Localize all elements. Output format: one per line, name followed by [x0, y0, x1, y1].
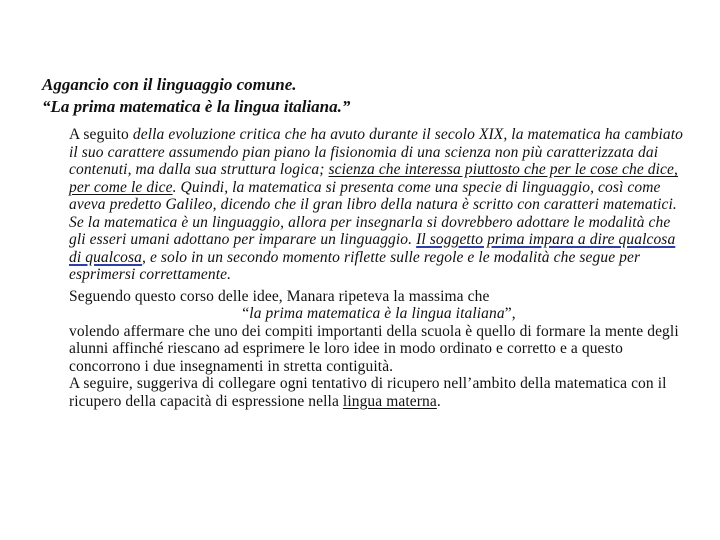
paragraph-text: A seguire, suggeriva di collegare ogni tentativo di ricupero nell’ambito della matematica con il ricupero della capacità di espressione nella — [69, 375, 667, 410]
title-line-1: Aggancio con il linguaggio comune. — [42, 75, 297, 94]
paragraph-rest: . Quindi, la matematica si presenta come una specie di linguaggio, così come aveva predetto Galileo, dicendo che il gran libro della natura è scritto con caratteri matematici. — [69, 178, 677, 213]
quote-close: ”, — [504, 305, 516, 322]
paragraph-language — [69, 214, 689, 284]
paragraph-rest: , e solo in un secondo momento riflette sulle regole e le modalità che segue per esprimersi correttamente. — [69, 248, 641, 283]
paragraph-text: volendo affermare che uno dei compiti importanti della scuola è quello di formare la mente degli alunni affinché riescano ad esprimere le loro idee in modo ordinato e corretto e a questo concorrono i due insegnamenti in stretta contiguità. — [69, 322, 679, 375]
quote-open: “ — [242, 305, 250, 322]
slide-title — [42, 74, 682, 118]
underlined-phrase: scienza che interessa piuttosto che per le cose che dice, per come le dice — [69, 161, 678, 196]
paragraph-lead: A seguito — [69, 126, 133, 143]
paragraph-continuation — [69, 323, 689, 376]
slide-body — [69, 126, 689, 410]
paragraph-text: della evoluzione critica che ha avuto durante il secolo XIX, la matematica ha cambiato il suo carattere assumendo pian piano la fisionomia di una scienza non più caratterizzata dai contenuti, ma dalla sua struttura logica; — [69, 126, 683, 178]
paragraph-recovery — [69, 375, 689, 410]
quote-line — [69, 305, 689, 323]
paragraph-rest: . — [436, 392, 441, 410]
paragraph-evolution — [69, 126, 689, 214]
underlined-phrase: lingua materna — [342, 392, 437, 410]
title-line-2: “La prima matematica è la lingua italiana.” — [42, 97, 351, 116]
underlined-phrase: Il soggetto prima impara a dire qualcosa di qualcosa — [69, 231, 676, 266]
paragraph-intro: Seguendo questo corso delle idee, Manara ripeteva la massima che — [69, 287, 490, 305]
paragraph-text: Se la matematica è un linguaggio, allora per insegnarla si dovrebbero adottare le modalità che gli esseri umani adottano per imparare un linguaggio. — [69, 213, 671, 248]
quote-text: la prima matematica è la lingua italiana — [249, 305, 505, 322]
paragraph-manara — [69, 288, 689, 306]
